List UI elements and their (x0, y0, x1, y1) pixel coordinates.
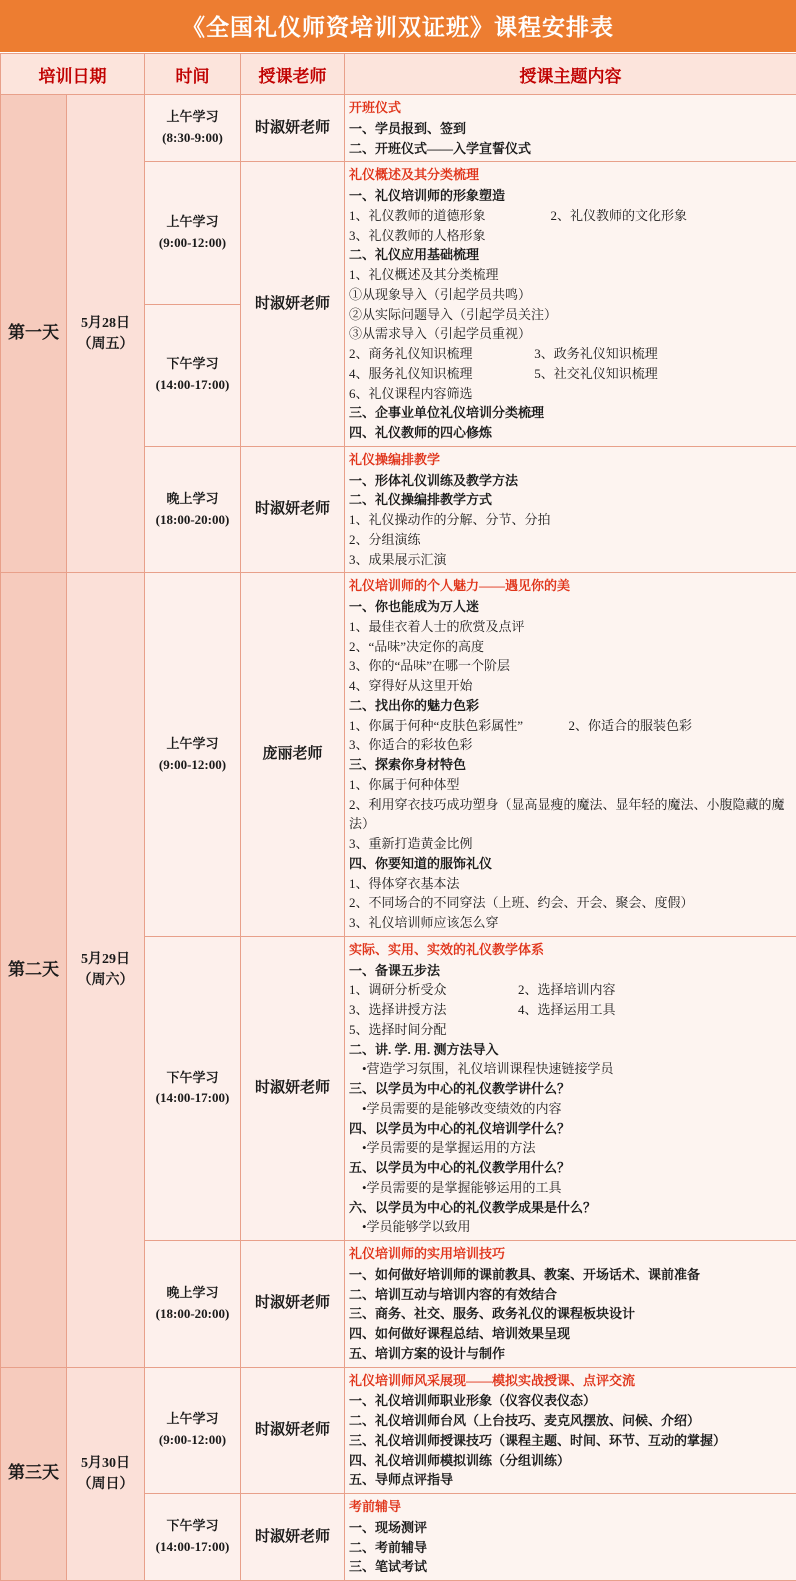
topic-heading: 开班仪式 (349, 98, 792, 118)
table-header (1, 54, 796, 95)
topic-line: 二、培训互动与培训内容的有效结合 (349, 1285, 792, 1305)
topic-line: 6、礼仪课程内容筛选 (349, 384, 792, 404)
topic-line: 一、礼仪培训师的形象塑造 (349, 186, 792, 206)
day-label-cell (1, 95, 67, 573)
topic-heading: 礼仪培训师的实用培训技巧 (349, 1244, 792, 1264)
topic-line: 五、导师点评指导 (349, 1470, 792, 1490)
time-range: (14:00-17:00) (149, 1088, 236, 1109)
topic-cell (345, 573, 796, 937)
topic-line: •学员需要的是掌握能够运用的工具 (349, 1178, 792, 1198)
time-label: 上午学习 (149, 212, 236, 233)
topic-cell (345, 162, 796, 447)
topic-line: •学员能够学以致用 (349, 1217, 792, 1237)
topic-line: 一、学员报到、签到 (349, 119, 792, 139)
topic-line: 三、以学员为中心的礼仪教学讲什么？ (349, 1079, 792, 1099)
topic-line: 1、你属于何种“皮肤色彩属性” 2、你适合的服装色彩 (349, 716, 792, 736)
weekday-label: （周五） (71, 334, 140, 355)
topic-heading: 礼仪操编排教学 (349, 450, 792, 470)
topic-line: 二、礼仪培训师台风（上台技巧、麦克风摆放、问候、介绍） (349, 1411, 792, 1431)
teacher-cell: 时淑妍老师 (241, 1367, 345, 1494)
topic-line: •学员需要的是能够改变绩效的内容 (349, 1099, 792, 1119)
topic-cell (345, 936, 796, 1240)
time-label: 下午学习 (149, 1068, 236, 1089)
topic-line: 2、“品味”决定你的高度 (349, 637, 792, 657)
topic-line: 3、礼仪培训师应该怎么穿 (349, 913, 792, 933)
topic-heading: 礼仪概述及其分类梳理 (349, 165, 792, 185)
time-range: (9:00-12:00) (149, 233, 236, 254)
day-label: 第二天 (8, 960, 59, 979)
topic-line: 2、利用穿衣技巧成功塑身（显高显瘦的魔法、显年轻的魔法、小腹隐藏的魔法） (349, 795, 792, 835)
topic-line: 一、现场测评 (349, 1518, 792, 1538)
time-label: 晚上学习 (149, 489, 236, 510)
topic-line: 二、讲. 学. 用. 测方法导入 (349, 1040, 792, 1060)
column-header-date: 培训日期 (1, 54, 145, 95)
topic-line: 3、你的“品味”在哪一个阶层 (349, 656, 792, 676)
time-cell (145, 1494, 241, 1581)
topic-line: 三、礼仪培训师授课技巧（课程主题、时间、环节、互动的掌握） (349, 1431, 792, 1451)
topic-heading: 实际、实用、实效的礼仪教学体系 (349, 940, 792, 960)
topic-heading: 礼仪培训师风采展现——模拟实战授课、点评交流 (349, 1371, 792, 1391)
page-title: 《全国礼仪师资培训双证班》课程安排表 (0, 0, 796, 53)
teacher-cell: 时淑妍老师 (241, 1494, 345, 1581)
topic-line: 五、以学员为中心的礼仪教学用什么？ (349, 1158, 792, 1178)
teacher-cell: 时淑妍老师 (241, 95, 345, 162)
table-row (1, 95, 796, 162)
time-label: 下午学习 (149, 354, 236, 375)
topic-line: 二、考前辅导 (349, 1538, 792, 1558)
date-cell (67, 1367, 145, 1581)
time-label: 上午学习 (149, 734, 236, 755)
topic-line: 三、笔试考试 (349, 1557, 792, 1577)
topic-line: 六、以学员为中心的礼仪教学成果是什么？ (349, 1198, 792, 1218)
table-row (1, 1367, 796, 1494)
day-label-cell (1, 573, 67, 1367)
time-cell (145, 446, 241, 573)
topic-cell (345, 1241, 796, 1368)
time-label: 下午学习 (149, 1516, 236, 1537)
time-label: 上午学习 (149, 1409, 236, 1430)
topic-line: 一、礼仪培训师职业形象（仪容仪表仪态） (349, 1391, 792, 1411)
time-range: (18:00-20:00) (149, 1304, 236, 1325)
topic-line: 3、礼仪教师的人格形象 (349, 226, 792, 246)
time-label: 晚上学习 (149, 1283, 236, 1304)
table-header-row (1, 54, 796, 95)
topic-line: ②从实际问题导入（引起学员关注） (349, 305, 792, 325)
topic-line: •学员需要的是掌握运用的方法 (349, 1138, 792, 1158)
topic-line: 2、不同场合的不同穿法（上班、约会、开会、聚会、度假） (349, 893, 792, 913)
topic-line: 一、如何做好培训师的课前教具、教案、开场话术、课前准备 (349, 1265, 792, 1285)
teacher-cell: 时淑妍老师 (241, 936, 345, 1240)
topic-line: 三、企事业单位礼仪培训分类梳理 (349, 403, 792, 423)
topic-line: 四、礼仪教师的四心修炼 (349, 423, 792, 443)
teacher-cell: 时淑妍老师 (241, 162, 345, 447)
teacher-cell: 庞丽老师 (241, 573, 345, 937)
topic-line: 1、礼仪操动作的分解、分节、分拍 (349, 510, 792, 530)
date-cell (67, 573, 145, 1367)
day-label: 第三天 (8, 1463, 59, 1482)
topic-cell (345, 95, 796, 162)
topic-line: 5、选择时间分配 (349, 1020, 792, 1040)
column-header-teacher: 授课老师 (241, 54, 345, 95)
date-label: 5月28日 (71, 313, 140, 334)
topic-line: 1、礼仪教师的道德形象 2、礼仪教师的文化形象 (349, 206, 792, 226)
time-range: (9:00-12:00) (149, 1430, 236, 1451)
topic-line: 1、礼仪概述及其分类梳理 (349, 265, 792, 285)
topic-line: 五、培训方案的设计与制作 (349, 1344, 792, 1364)
topic-line: 3、选择讲授方法 4、选择运用工具 (349, 1000, 792, 1020)
date-cell (67, 95, 145, 573)
time-range: (14:00-17:00) (149, 1537, 236, 1558)
topic-cell (345, 1494, 796, 1581)
time-cell (145, 1241, 241, 1368)
topic-line: 二、找出你的魅力色彩 (349, 696, 792, 716)
weekday-label: （周日） (71, 1474, 140, 1495)
time-cell (145, 573, 241, 937)
teacher-cell: 时淑妍老师 (241, 446, 345, 573)
topic-line: 四、以学员为中心的礼仪培训学什么？ (349, 1119, 792, 1139)
topic-line: 二、礼仪应用基础梳理 (349, 245, 792, 265)
course-schedule-table (0, 53, 796, 1581)
topic-line: 二、礼仪操编排教学方式 (349, 490, 792, 510)
time-range: (8:30-9:00) (149, 128, 236, 149)
topic-line: 四、礼仪培训师模拟训练（分组训练） (349, 1451, 792, 1471)
topic-line: 2、分组演练 (349, 530, 792, 550)
column-header-topic: 授课主题内容 (345, 54, 796, 95)
table-body (1, 95, 796, 1581)
topic-line: 一、备课五步法 (349, 961, 792, 981)
topic-line: 三、探索你身材特色 (349, 755, 792, 775)
column-header-time: 时间 (145, 54, 241, 95)
topic-line: 四、你要知道的服饰礼仪 (349, 854, 792, 874)
topic-line: 二、开班仪式——入学宣誓仪式 (349, 139, 792, 159)
day-label: 第一天 (8, 323, 59, 342)
time-range: (14:00-17:00) (149, 375, 236, 396)
topic-line: 2、商务礼仪知识梳理 3、政务礼仪知识梳理 (349, 344, 792, 364)
topic-line: 4、服务礼仪知识梳理 5、社交礼仪知识梳理 (349, 364, 792, 384)
topic-line: 1、最佳衣着人士的欣赏及点评 (349, 617, 792, 637)
topic-line: 3、成果展示汇演 (349, 550, 792, 570)
day-label-cell (1, 1367, 67, 1581)
topic-line: 三、商务、社交、服务、政务礼仪的课程板块设计 (349, 1304, 792, 1324)
topic-cell (345, 1367, 796, 1494)
topic-line: 一、形体礼仪训练及教学方法 (349, 471, 792, 491)
topic-line: 1、得体穿衣基本法 (349, 874, 792, 894)
table-row (1, 573, 796, 937)
teacher-cell: 时淑妍老师 (241, 1241, 345, 1368)
topic-line: 3、你适合的彩妆色彩 (349, 735, 792, 755)
topic-heading: 礼仪培训师的个人魅力——遇见你的美 (349, 576, 792, 596)
topic-heading: 考前辅导 (349, 1497, 792, 1517)
topic-line: ①从现象导入（引起学员共鸣） (349, 285, 792, 305)
topic-line: 四、如何做好课程总结、培训效果呈现 (349, 1324, 792, 1344)
time-cell (145, 304, 241, 446)
topic-line: ③从需求导入（引起学员重视） (349, 324, 792, 344)
time-cell (145, 162, 241, 304)
topic-line: 1、你属于何种体型 (349, 775, 792, 795)
time-cell (145, 95, 241, 162)
date-label: 5月29日 (71, 949, 140, 970)
time-cell (145, 1367, 241, 1494)
topic-cell (345, 446, 796, 573)
time-cell (145, 936, 241, 1240)
date-label: 5月30日 (71, 1453, 140, 1474)
topic-line: 4、穿得好从这里开始 (349, 676, 792, 696)
topic-line: •营造学习氛围，礼仪培训课程快速链接学员 (349, 1059, 792, 1079)
time-range: (18:00-20:00) (149, 510, 236, 531)
time-label: 上午学习 (149, 107, 236, 128)
topic-line: 1、调研分析受众 2、选择培训内容 (349, 980, 792, 1000)
weekday-label: （周六） (71, 970, 140, 991)
topic-line: 一、你也能成为万人迷 (349, 597, 792, 617)
topic-line: 3、重新打造黄金比例 (349, 834, 792, 854)
time-range: (9:00-12:00) (149, 755, 236, 776)
